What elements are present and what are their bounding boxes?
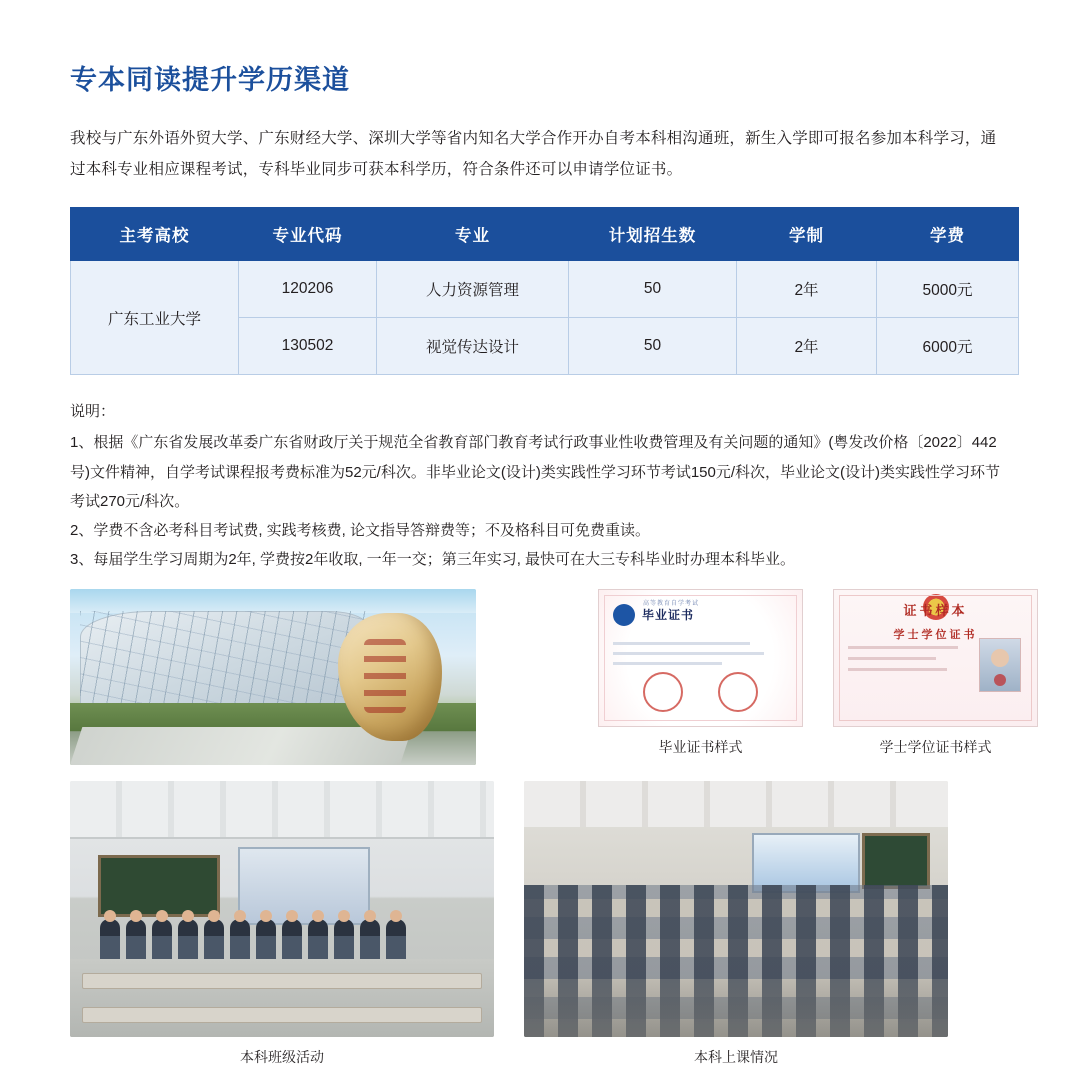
major-table: [70, 207, 1019, 375]
classroom-desks: [70, 959, 494, 1037]
table-header-row: [71, 208, 1019, 261]
blackboard: [98, 855, 220, 917]
table-row: [71, 261, 1019, 318]
cell-tuition: 6000元: [877, 318, 1019, 375]
cell-plan-count: 50: [569, 318, 737, 375]
diploma-image: [598, 589, 803, 727]
degree-image: [833, 589, 1038, 727]
media-row-top: [70, 589, 1010, 765]
cell-major-name: 人力资源管理: [377, 261, 569, 318]
cell-duration: 2年: [737, 318, 877, 375]
diploma-subtitle: 高等教育自学考试: [643, 600, 700, 607]
cell-major-code: 130502: [239, 318, 377, 375]
cell-school: 广东工业大学: [71, 261, 239, 375]
diploma-title: 毕业证书: [642, 608, 695, 622]
notes-section: [70, 397, 1010, 575]
ceiling: [524, 781, 948, 827]
degree-title: 证书样本: [903, 602, 968, 618]
intro-paragraph: 我校与广东外语外贸大学、广东财经大学、深圳大学等省内知名大学合作开办自考本科相沟通班，新生入学即可报名参加本科学习，通过本科专业相应课程考试，专科毕业同步可获本科学历，符合条件还可以申请学位证书。: [70, 130, 997, 178]
diploma-heading: [613, 604, 694, 626]
table-header-cell: 计划招生数: [569, 208, 737, 261]
note-item-1: 1、根据《广东省发展改革委广东省财政厅关于规范全省教育部门教育考试行政事业性收费管理及有关问题的通知》(粤发改价格〔2022〕442号)文件精神，自学考试课程报考费标准为52元/科次。非毕业论文(设计)类实践性学习环节考试150元/科次，毕业论文(设计)类实践性学习环节考试270元/科次。: [70, 434, 1001, 510]
campus-photo: [70, 589, 476, 765]
page-title: 专本同读提升学历渠道: [70, 65, 350, 95]
cell-major-name: 视觉传达设计: [377, 318, 569, 375]
degree-text-lines: [848, 646, 958, 679]
notes-heading: 说明：: [70, 403, 116, 420]
diploma-block: [598, 589, 803, 757]
degree-caption: 学士学位证书样式: [879, 738, 992, 755]
seal-icon: [718, 672, 758, 712]
table-header-cell: 专业: [377, 208, 569, 261]
cell-plan-count: 50: [569, 261, 737, 318]
table-header-cell: 学制: [737, 208, 877, 261]
class-session-caption: 本科上课情况: [694, 1048, 778, 1065]
media-section: [70, 589, 1010, 1067]
class-session-photo: [524, 781, 948, 1037]
note-item-3: 3、每届学生学习周期为2年, 学费按2年收取, 一年一交；第三年实习, 最快可在大三专科毕业时办理本科毕业。: [70, 551, 796, 569]
media-row-bottom: [70, 781, 1010, 1067]
cell-duration: 2年: [737, 261, 877, 318]
national-emblem-icon: [923, 594, 949, 620]
degree-block: [833, 589, 1038, 757]
portrait-photo: [979, 638, 1021, 692]
class-activity-caption: 本科班级活动: [240, 1048, 324, 1065]
seal-icon: [643, 672, 683, 712]
emblem-icon: [613, 604, 635, 626]
note-item-2: 2、学费不含必考科目考试费, 实践考核费, 论文指导答辩费等；不及格科目可免费重读。: [70, 522, 651, 539]
diploma-text-lines: [613, 642, 788, 672]
class-activity-photo: [70, 781, 494, 1037]
campus-building: [80, 611, 370, 707]
cell-tuition: 5000元: [877, 261, 1019, 318]
table-header-cell: 专业代码: [239, 208, 377, 261]
class-session-block: [524, 781, 948, 1067]
cell-major-code: 120206: [239, 261, 377, 318]
projection-screen: [752, 833, 860, 893]
ceiling: [70, 781, 494, 839]
diploma-caption: 毕业证书样式: [658, 738, 743, 755]
sky: [70, 589, 476, 613]
students-seated: [524, 885, 948, 1037]
certificates-group: [598, 589, 1038, 757]
table-header-cell: 学费: [877, 208, 1019, 261]
campus-path: [70, 727, 412, 765]
degree-subtitle: 学士学位证书: [893, 628, 978, 641]
table-header-cell: 主考高校: [71, 208, 239, 261]
class-activity-block: [70, 781, 494, 1067]
blackboard: [862, 833, 930, 889]
